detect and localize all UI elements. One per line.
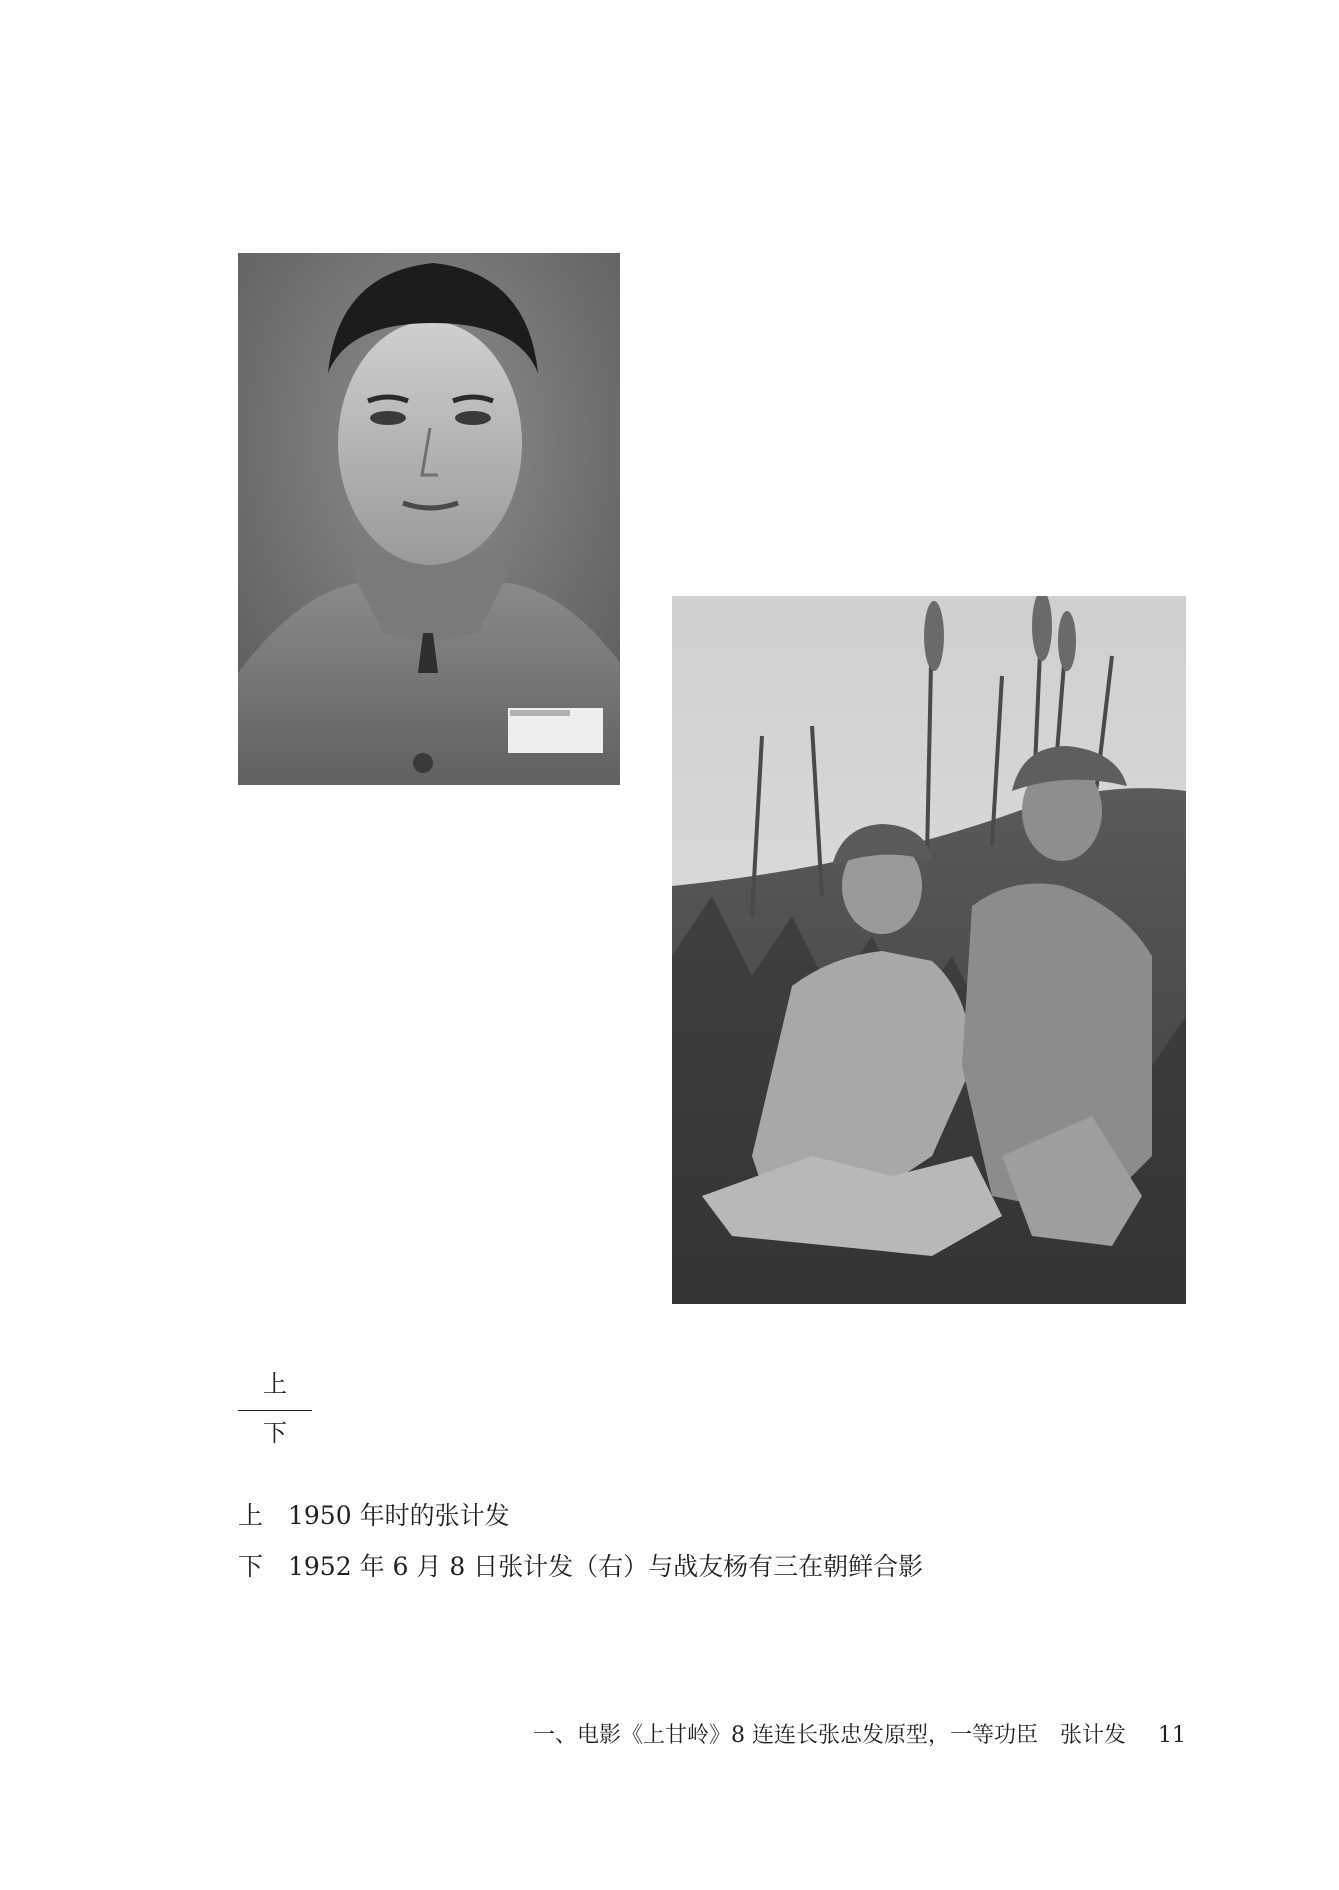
caption-top-key: 上 [238, 1501, 264, 1530]
photo-position-legend [238, 1372, 312, 1451]
caption-bottom-text: 1952 年 6 月 8 日张计发（右）与战友杨有三在朝鲜合影 [288, 1552, 924, 1581]
caption-bottom-key: 下 [238, 1552, 264, 1581]
caption-bottom [238, 1554, 923, 1579]
legend-bottom-key: 下 [263, 1419, 287, 1447]
legend-divider [238, 1410, 312, 1411]
caption-top-text: 1950 年时的张计发 [288, 1501, 510, 1530]
running-title: 一、电影《上甘岭》8 连连长张忠发原型，一等功臣 张计发 [533, 1723, 1126, 1748]
page-footer [500, 1725, 1186, 1747]
page-number: 11 [1158, 1723, 1186, 1748]
caption-top [238, 1503, 510, 1528]
portrait-photo [238, 253, 620, 785]
portrait-photo-image [238, 253, 620, 785]
legend-top-key: 上 [263, 1370, 287, 1398]
two-soldiers-photo-image [672, 596, 1186, 1304]
two-soldiers-photo [672, 596, 1186, 1304]
